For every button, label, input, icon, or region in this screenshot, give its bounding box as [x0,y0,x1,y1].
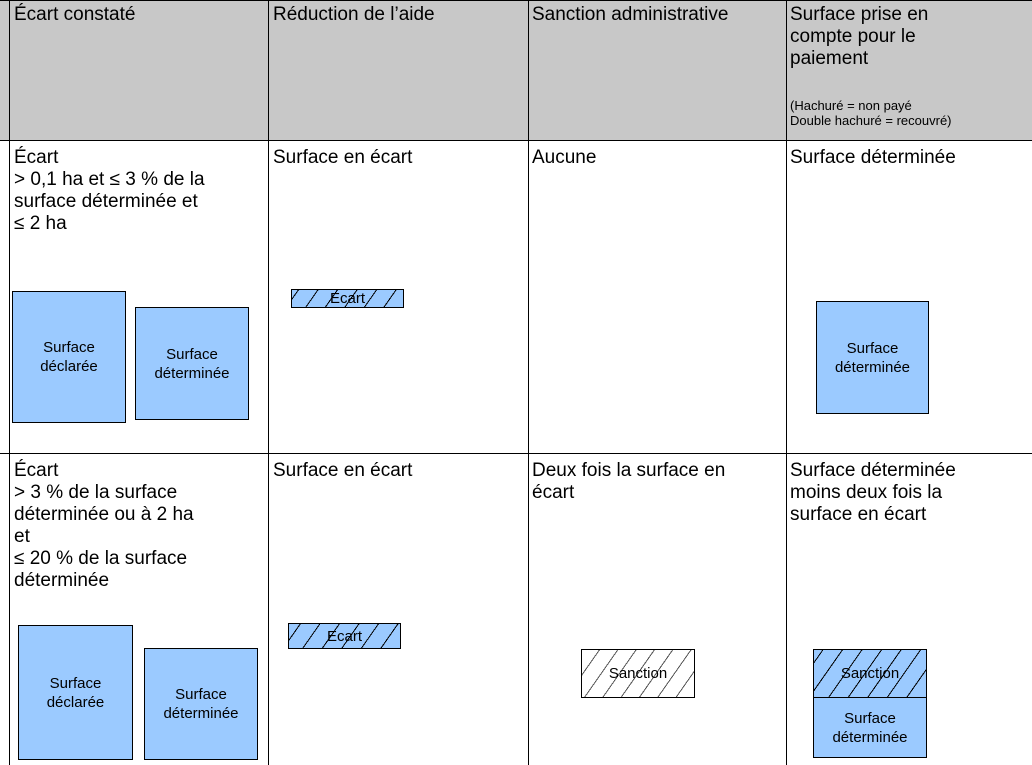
table-border-left [9,0,10,765]
row1-sanction: Aucune [532,147,597,168]
row1-result-surface-box: Surface déterminée [816,301,929,414]
header-reduction-aide: Réduction de l’aide [273,4,435,25]
column-divider [528,0,529,765]
row2-result-sanction-box: Sanction [813,649,927,698]
row2-sanction-box: Sanction [581,649,695,698]
row2-surface-determinee-box: Surface déterminée [144,648,258,760]
row1-ecart-box: Ecart [291,289,404,308]
header-legend-note: (Hachuré = non payé Double hachuré = recouvré) [790,98,952,128]
row2-sanction: Deux fois la surface en écart [532,460,726,503]
header-sanction-administrative: Sanction administrative [532,4,729,25]
row1-surface: Surface déterminée [790,147,956,168]
row2-reduction: Surface en écart [273,460,413,481]
row2-surface: Surface déterminée moins deux fois la surface en écart [790,460,956,525]
row-divider [0,453,1032,454]
row2-result-surface-box: Surface déterminée [813,697,927,758]
row1-surface-declaree-box: Surface déclarée [12,291,126,423]
header-ecart-constate: Écart constaté [14,4,136,25]
row1-surface-determinee-box: Surface déterminée [135,307,249,420]
row2-surface-declaree-box: Surface déclarée [18,625,133,760]
row2-ecart: Écart > 3 % de la surface déterminée ou à 2 ha et ≤ 20 % de la surface déterminée [14,460,194,591]
row1-reduction: Surface en écart [273,147,413,168]
row-divider [0,140,1032,141]
row1-ecart: Écart > 0,1 ha et ≤ 3 % de la surface déterminée et ≤ 2 ha [14,147,205,234]
table-border-top [0,0,1032,1]
column-divider [786,0,787,765]
header-surface-paiement: Surface prise en compte pour le paiement [790,4,929,69]
column-divider [268,0,269,765]
row2-ecart-box: Ecart [288,623,401,649]
